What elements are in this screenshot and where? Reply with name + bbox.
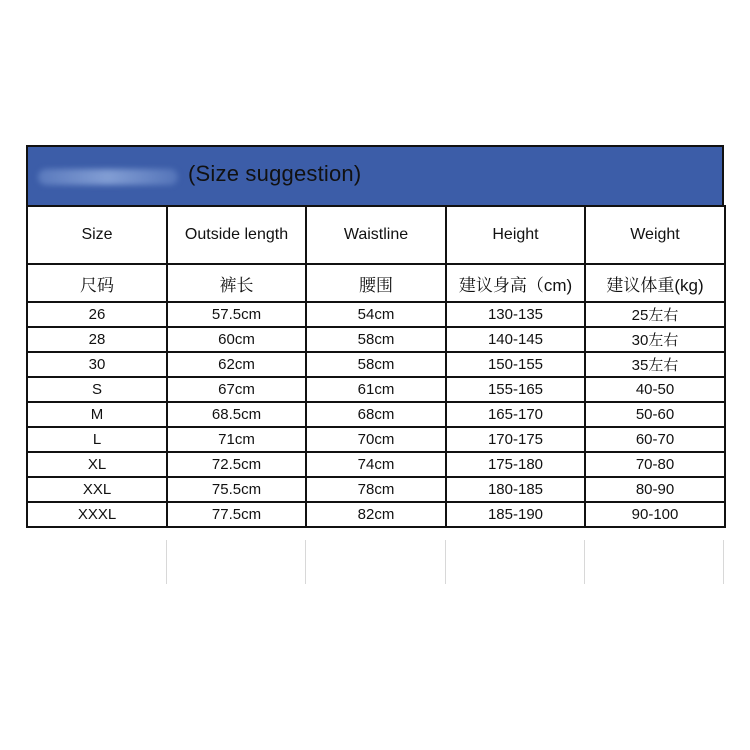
header-row-chinese [27,264,725,302]
size-chart-banner [26,145,724,205]
faded-divider [305,540,306,584]
table-row [27,477,725,502]
size-table [26,205,726,528]
weight-cell: 70-80 [585,452,725,477]
table-row [27,502,725,527]
header-weight: Weight [585,206,725,264]
blurred-brand-text [38,169,178,185]
height-cell: 140-145 [446,327,585,352]
size-cell: M [27,402,167,427]
size-cell: 26 [27,302,167,327]
weight-cell: 35左右 [585,352,725,377]
height-cell: 180-185 [446,477,585,502]
length-cell: 77.5cm [167,502,306,527]
height-cell: 150-155 [446,352,585,377]
header-waistline-zh: 腰围 [306,264,446,302]
length-cell: 72.5cm [167,452,306,477]
waist-cell: 78cm [306,477,446,502]
table-row [27,302,725,327]
waist-cell: 68cm [306,402,446,427]
weight-cell: 60-70 [585,427,725,452]
header-size: Size [27,206,167,264]
length-cell: 71cm [167,427,306,452]
table-row [27,452,725,477]
banner-title: (Size suggestion) [188,161,362,186]
faded-table-remnant [26,540,724,588]
weight-cell: 25左右 [585,302,725,327]
size-cell: XXXL [27,502,167,527]
height-cell: 130-135 [446,302,585,327]
height-cell: 155-165 [446,377,585,402]
size-cell: XL [27,452,167,477]
size-cell: S [27,377,167,402]
weight-cell: 80-90 [585,477,725,502]
size-cell: L [27,427,167,452]
header-row-english [27,206,725,264]
faded-divider [723,540,724,584]
waist-cell: 58cm [306,352,446,377]
header-waistline: Waistline [306,206,446,264]
length-cell: 67cm [167,377,306,402]
table-row [27,402,725,427]
size-cell: XXL [27,477,167,502]
waist-cell: 58cm [306,327,446,352]
waist-cell: 54cm [306,302,446,327]
header-weight-zh: 建议体重(kg) [585,264,725,302]
length-cell: 62cm [167,352,306,377]
faded-divider [584,540,585,584]
header-height: Height [446,206,585,264]
height-cell: 175-180 [446,452,585,477]
header-height-zh: 建议身高（cm) [446,264,585,302]
table-row [27,427,725,452]
height-cell: 185-190 [446,502,585,527]
length-cell: 75.5cm [167,477,306,502]
waist-cell: 82cm [306,502,446,527]
table-row [27,352,725,377]
length-cell: 68.5cm [167,402,306,427]
waist-cell: 61cm [306,377,446,402]
faded-divider [166,540,167,584]
table-row [27,377,725,402]
table-row [27,327,725,352]
size-cell: 28 [27,327,167,352]
size-chart [26,145,724,528]
header-outside-length: Outside length [167,206,306,264]
header-size-zh: 尺码 [27,264,167,302]
header-outside-length-zh: 裤长 [167,264,306,302]
weight-cell: 90-100 [585,502,725,527]
weight-cell: 50-60 [585,402,725,427]
length-cell: 57.5cm [167,302,306,327]
waist-cell: 70cm [306,427,446,452]
height-cell: 165-170 [446,402,585,427]
waist-cell: 74cm [306,452,446,477]
faded-divider [445,540,446,584]
weight-cell: 30左右 [585,327,725,352]
height-cell: 170-175 [446,427,585,452]
weight-cell: 40-50 [585,377,725,402]
size-cell: 30 [27,352,167,377]
length-cell: 60cm [167,327,306,352]
